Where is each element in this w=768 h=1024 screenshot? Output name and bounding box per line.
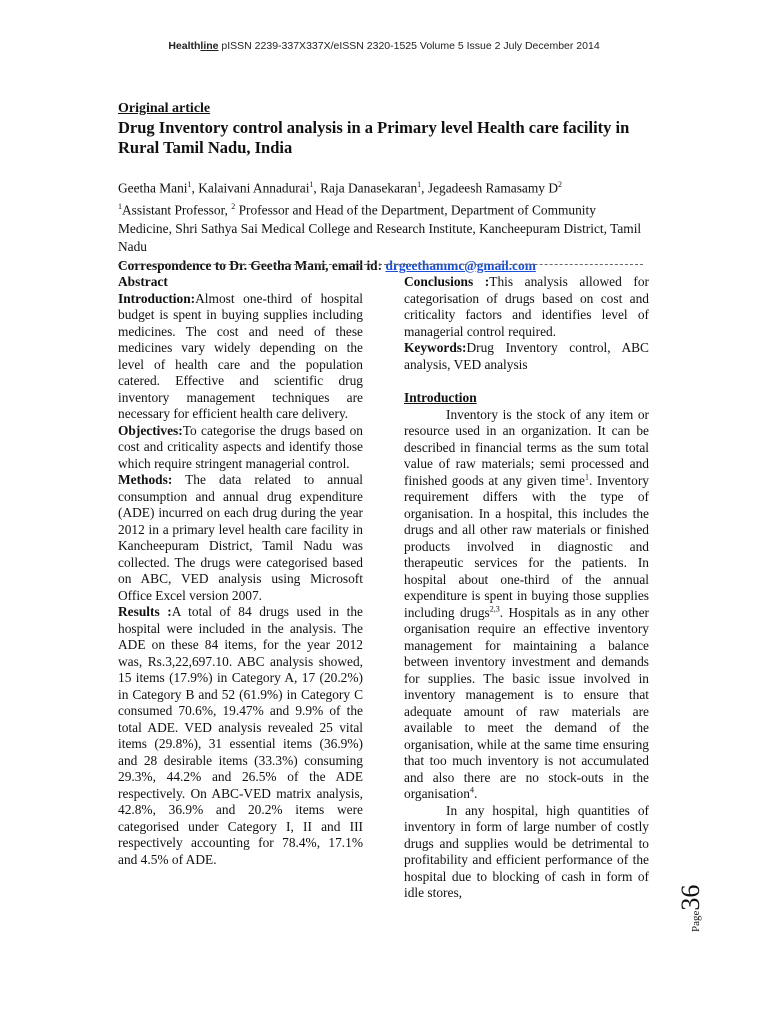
article-type: Original article — [118, 101, 211, 116]
abstract-heading: Abstract — [118, 274, 168, 289]
abstract-results: Results :A total of 84 drugs used in the hospital were included in the analysis. The ADE on these 84 items, for the year 2012 was, Rs.3,22,697.10. ABC analysis showed, 15 items (17.9%) in Category A, 17 (20.2%) in Category B and 52 (61.9%) in Category C consumed 70.6%, 19.47% and 9.9% of the total ADE. VED analysis revealed 25 vital items (29.8%), 31 essential items (36.9%) and 28 desirable items (33.3%) consuming 29.3%, 44.2% and 26.5% of the ADE respectively. On ABC-VED matrix analysis, 42.8%, 36.9% and 20.2% items were categorised under Category I, II and III respectively accounting for 78.4%, 17.1% and 4.5% of ADE. — [118, 604, 363, 867]
correspondence: Correspondence to Dr. Geetha Mani, email id: drgeethammc@gmail.com — [118, 257, 536, 273]
page-label: Page — [690, 910, 702, 932]
email-link[interactable]: drgeethammc@gmail.com — [385, 257, 536, 273]
article-title: Drug Inventory control analysis in a Primary level Health care facility in Rural Tamil Nadu, India — [118, 118, 630, 157]
abstract-objectives: Objectives:To categorise the drugs based on cost and criticality aspects and identify those which require stringent managerial control. — [118, 422, 363, 471]
left-column — [118, 274, 363, 868]
page-number-value: 36 — [676, 884, 705, 911]
right-column — [404, 274, 649, 902]
introduction-paragraph-1: Inventory is the stock of any item or resource used in an organization. It can be described in financial terms as the sum total value of raw materials; semi processed and finished goods at any given time$^1$. Inventory requirement differs with the type of organisation. In a hospital, this includes the drugs and all other raw materials or finished products involved in diagnostic and therapeutic services for the patients. In hospital about one-third of the annual expenditure is spent in buying those supplies including drugs$^{2,3}$. Hospitals as in any other organisation require an effective inventory management for maintaining a balance between inventory investment and demands for supplies. The basic issue involved in inventory management is to ensure that adequate amount of raw materials are available to meet the demand of the organisation, while at the same time ensuring that too much inventory is not accumulated and also there are no stock-outs in the organisation$^4$. — [404, 406, 650, 801]
abstract-conclusions: Conclusions :This analysis allowed for categorisation of drugs based on cost and criticality factors and identifies level of managerial control required. — [404, 274, 649, 339]
introduction-paragraph-2: In any hospital, high quantities of inventory in form of large number of costly drugs and supplies would be detrimental to profitability and efficient performance of the hospital due to blocking of cash in form of idle stores, — [404, 802, 649, 900]
journal-header — [0, 40, 768, 52]
affiliations: $^1$Assistant Professor, $^2$ Professor and Head of the Department, Department of Community Medicine, Shri Sathya Sai Medical College and Research Institute, Kancheepuram District, Tamil Nadu — [118, 201, 642, 255]
abstract-introduction: Introduction:Almost one-third of hospital budget is spent in buying supplies including medicines. The cost and need of these medicines vary widely depending on the level of health care and the population catered. Effective and scientific drug inventory management techniques are necessary for efficient health care delivery. — [118, 290, 363, 421]
introduction-heading: Introduction — [404, 390, 477, 405]
dashed-divider — [118, 264, 643, 265]
abstract-keywords: Keywords:Drug Inventory control, ABC analysis, VED analysis — [404, 340, 649, 372]
abstract-methods: Methods: The data related to annual consumption and annual drug expenditure (ADE) incurred on each drug during the year 2012 in a primary level health care facility in Kancheepuram District, Tamil Nadu was collected. The drugs were categorised based on ABC, VED analysis using Microsoft Office Excel version 2007. — [118, 472, 363, 603]
author-block — [118, 176, 648, 275]
page-number — [676, 872, 736, 932]
issn-info: pISSN 2239-337X337X/eISSN 2320-1525 Volume 5 Issue 2 July December 2014 — [221, 40, 600, 52]
author-list: Geetha Mani$^1$, Kalaivani Annadurai$^1$, Raja Danasekaran$^1$, Jegadeesh Ramasamy $D^2$ — [118, 180, 563, 196]
journal-brand: Healthline — [168, 40, 219, 52]
